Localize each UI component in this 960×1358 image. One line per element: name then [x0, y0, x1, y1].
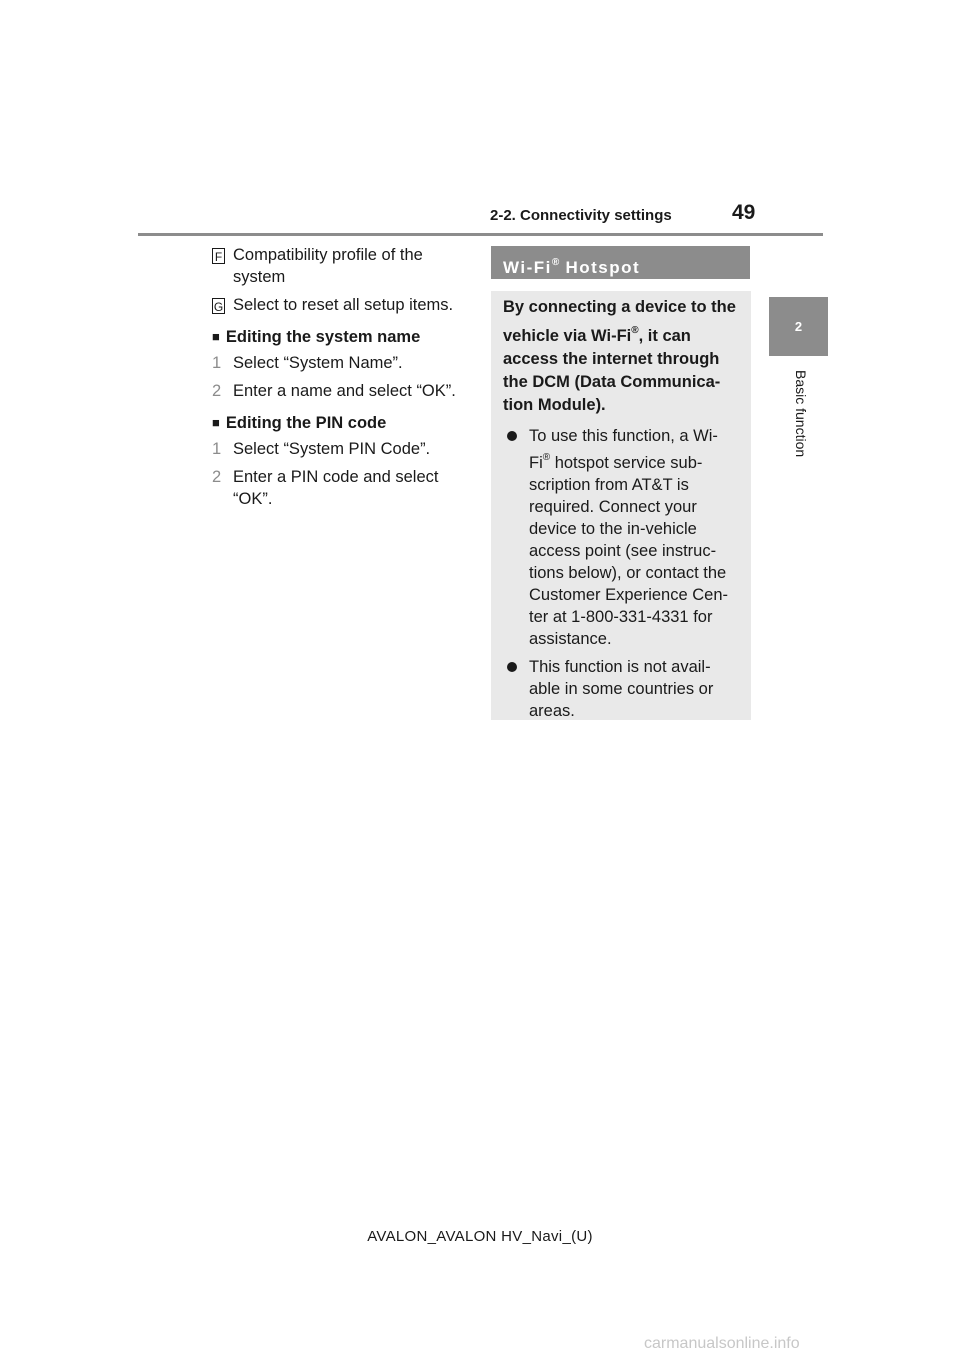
section-heading — [212, 412, 467, 434]
square-bullet-icon: ■ — [212, 329, 220, 344]
step-item — [212, 380, 467, 402]
bullet-text: hotspot service sub-scription from AT&T is required. Connect your device to the in-vehicle access point (see instruc-tions below), or contact the Customer Experience Cen-ter at 1-800-331-4331 for assistance. — [529, 454, 728, 648]
list-item — [212, 294, 467, 316]
title-text: Wi-Fi — [503, 258, 552, 277]
step-number: 1 — [212, 354, 222, 372]
step-item — [212, 352, 467, 374]
step-item — [212, 438, 467, 460]
callout-label: G — [213, 300, 224, 314]
title-text: Hotspot — [559, 258, 641, 277]
square-bullet-icon: ■ — [212, 415, 220, 430]
bullet-dot-icon — [507, 662, 517, 672]
step-text: Select “System PIN Code”. — [233, 440, 431, 458]
item-text: Compatibility profile of the system — [233, 246, 423, 286]
registered-mark: ® — [551, 257, 560, 268]
section-heading — [212, 326, 467, 348]
bullet-item — [503, 656, 739, 722]
step-item — [212, 466, 467, 510]
header-divider — [138, 233, 823, 236]
wifi-info-box — [491, 291, 751, 720]
chapter-tab — [769, 297, 828, 356]
intro-text: , it can access the internet through the DCM (Data Communica-tion Module). — [503, 327, 721, 414]
callout-label: F — [212, 248, 225, 264]
item-text: Select to reset all setup items. — [233, 296, 454, 314]
step-text: Select “System Name”. — [233, 354, 403, 372]
list-item — [212, 244, 467, 288]
heading-text: Editing the system name — [225, 328, 421, 346]
step-number: 1 — [212, 440, 222, 458]
heading-text: Editing the PIN code — [225, 414, 387, 432]
section-header: 2-2. Connectivity settings — [490, 207, 672, 224]
page-number: 49 — [732, 201, 756, 224]
step-text: Enter a name and select “OK”. — [233, 382, 456, 400]
bullet-text: This function is not avail-able in some countries or areas. — [529, 658, 714, 720]
bullet-dot-icon — [507, 431, 517, 441]
step-text: Enter a PIN code and select “OK”. — [233, 468, 439, 508]
step-number: 2 — [212, 468, 222, 486]
intro-paragraph — [503, 296, 739, 417]
registered-mark: ® — [542, 452, 551, 463]
intro-text: By connecting a device to the vehicle via Wi-Fi — [503, 298, 736, 345]
left-column — [212, 244, 467, 516]
bullet-text: To use this function, a Wi-Fi — [529, 427, 718, 472]
wifi-hotspot-title — [491, 246, 750, 279]
watermark: carmanualsonline.info — [644, 1335, 800, 1352]
chapter-title: Basic function — [793, 370, 809, 458]
registered-mark: ® — [631, 325, 639, 336]
footer-model: AVALON_AVALON HV_Navi_(U) — [367, 1228, 593, 1245]
chapter-number: 2 — [794, 319, 803, 334]
step-number: 2 — [212, 382, 222, 400]
bullet-item — [503, 425, 739, 650]
